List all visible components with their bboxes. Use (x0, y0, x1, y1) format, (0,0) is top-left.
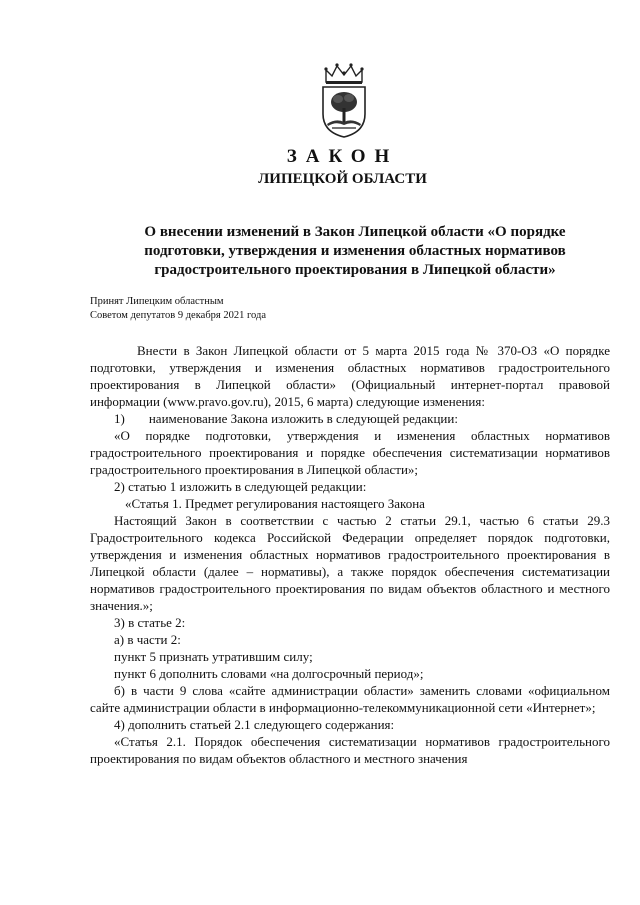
item-3a-point-6: пункт 6 дополнить словами «на долгосрочный период»; (114, 666, 424, 681)
law-title-line: градостроительного проектирования в Липецкой области» (154, 262, 556, 278)
item-2: 2) статью 1 изложить в следующей редакции: (114, 479, 367, 494)
law-title-line: О внесении изменений в Закон Липецкой области «О порядке (144, 224, 566, 240)
item-3a-point-5: пункт 5 признать утратившим силу; (114, 649, 313, 664)
adoption-note (90, 295, 266, 323)
law-title-line: подготовки, утверждения и изменения областных нормативов (144, 243, 566, 259)
adoption-note-line: Советом депутатов 9 декабря 2021 года (90, 310, 266, 321)
item-3b: б) в части 9 слова «сайте администрации области» заменить словами «официальном сайте администрации области в информационно-телекоммуникационной сети «Интернет»; (90, 683, 610, 715)
region-heading: ЛИПЕЦКОЙ ОБЛАСТИ (258, 171, 427, 187)
article-1-heading: «Статья 1. Предмет регулирования настоящего Закона (125, 496, 425, 511)
item-3a: а) в части 2: (114, 632, 181, 647)
item-4: 4) дополнить статьей 2.1 следующего содержания: (114, 717, 395, 732)
item-3: 3) в статье 2: (114, 615, 186, 630)
item-1-text: наименование Закона изложить в следующей редакции: (148, 411, 458, 426)
article-2-1-heading: «Статья 2.1. Порядок обеспечения систематизации нормативов градостроительного проектирования по видам объектов областного и местного значения (90, 734, 610, 766)
item-1-quote: «О порядке подготовки, утверждения и изменения областных нормативов градостроительного проектирования и порядке обеспечения систематизации нормативов градостроительного проектирования в Липецкой области»; (90, 428, 610, 477)
item-1 (90, 410, 610, 427)
item-1-number: 1) (114, 411, 125, 426)
law-body (90, 342, 610, 767)
coat-of-arms-icon (318, 62, 370, 138)
article-1-text: Настоящий Закон в соответствии с частью 2 статьи 29.1, частью 6 статьи 29.3 Градостроительного кодекса Российской Федерации определяет порядок подготовки, утверждения и изменения областных нормативов градостроительного проектирования в Липецкой области (далее – нормативы), а также порядок обеспечения систематизации нормативов градостроительного проектирования по видам объектов областного и местного значения.»; (90, 513, 610, 613)
law-title (100, 223, 610, 280)
adoption-note-line: Принят Липецким областным (90, 296, 224, 307)
intro-paragraph: Внести в Закон Липецкой области от 5 марта 2015 года № 370-ОЗ «О порядке подготовки, утверждения и изменения областных нормативов градостроительного проектирования в Липецкой области» (Официальный интернет-портал правовой информации (www.pravo.gov.ru), 2015, 6 марта) следующие изменения: (90, 343, 610, 409)
document-type-heading: ЗАКОН (286, 146, 399, 167)
